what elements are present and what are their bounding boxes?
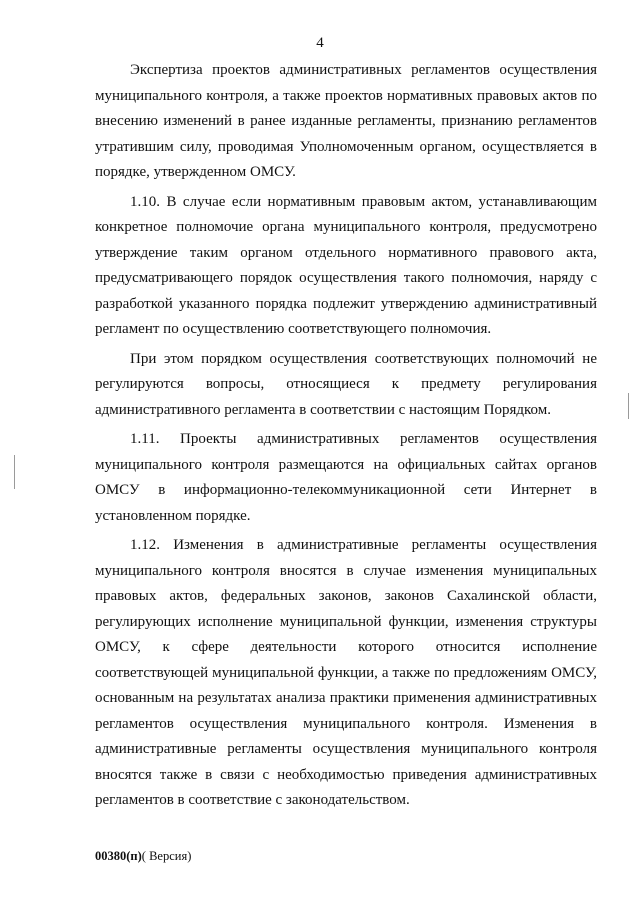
document-footer [95,848,191,864]
paragraph-1-12: 1.12. Изменения в административные регламенты осуществления муниципального контроля вносятся в случае изменения муниципальных правовых актов, федеральных законов, законов Сахалинской области, регулирующих исполнение муниципальной функции, изменения структуры ОМСУ, к сфере деятельности которого относится исполнение соответствующей муниципальной функции, а также по предложениям ОМСУ, основанным на результатах анализа практики применения административных регламентов осуществления муниципального контроля. Изменения в административные регламенты осуществления муниципального контроля вносятся также в связи с необходимостью приведения административных регламентов в соответствие с законодательством. [95,537,597,808]
scan-artifact-right [628,393,629,419]
paragraph-expertise: Экспертиза проектов административных регламентов осуществления муниципального контроля, а также проектов нормативных правовых актов по внесению изменений в ранее изданные регламенты, признанию регламентов утратившим силу, проводимая Уполномоченным органом, осуществляется в порядке, утвержденном ОМСУ. [95,62,597,180]
paragraph-procedure-note: При этом порядком осуществления соответствующих полномочий не регулируются вопросы, относящиеся к предмету регулирования административного регламента в соответствии с настоящим Порядком. [95,350,597,418]
footer-version-label: ( Версия) [141,849,192,863]
footer-document-code: 00380(п) [95,849,142,863]
paragraph-1-10: 1.10. В случае если нормативным правовым актом, устанавливающим конкретное полномочие органа муниципального контроля, предусмотрено утверждение таким органом отдельного нормативного правового акта, предусматривающего порядок осуществления такого полномочия, наряду с разработкой указанного порядка подлежит утверждению административный регламент по осуществлению соответствующего полномочия. [95,193,597,337]
paragraph-1-11: 1.11. Проекты административных регламентов осуществления муниципального контроля размещаются на официальных сайтах органов ОМСУ в информационно-телекоммуникационной сети Интернет в установленном порядке. [95,431,597,524]
scan-artifact-left [14,455,15,489]
document-body [95,58,597,814]
page-number: 4 [316,35,324,51]
